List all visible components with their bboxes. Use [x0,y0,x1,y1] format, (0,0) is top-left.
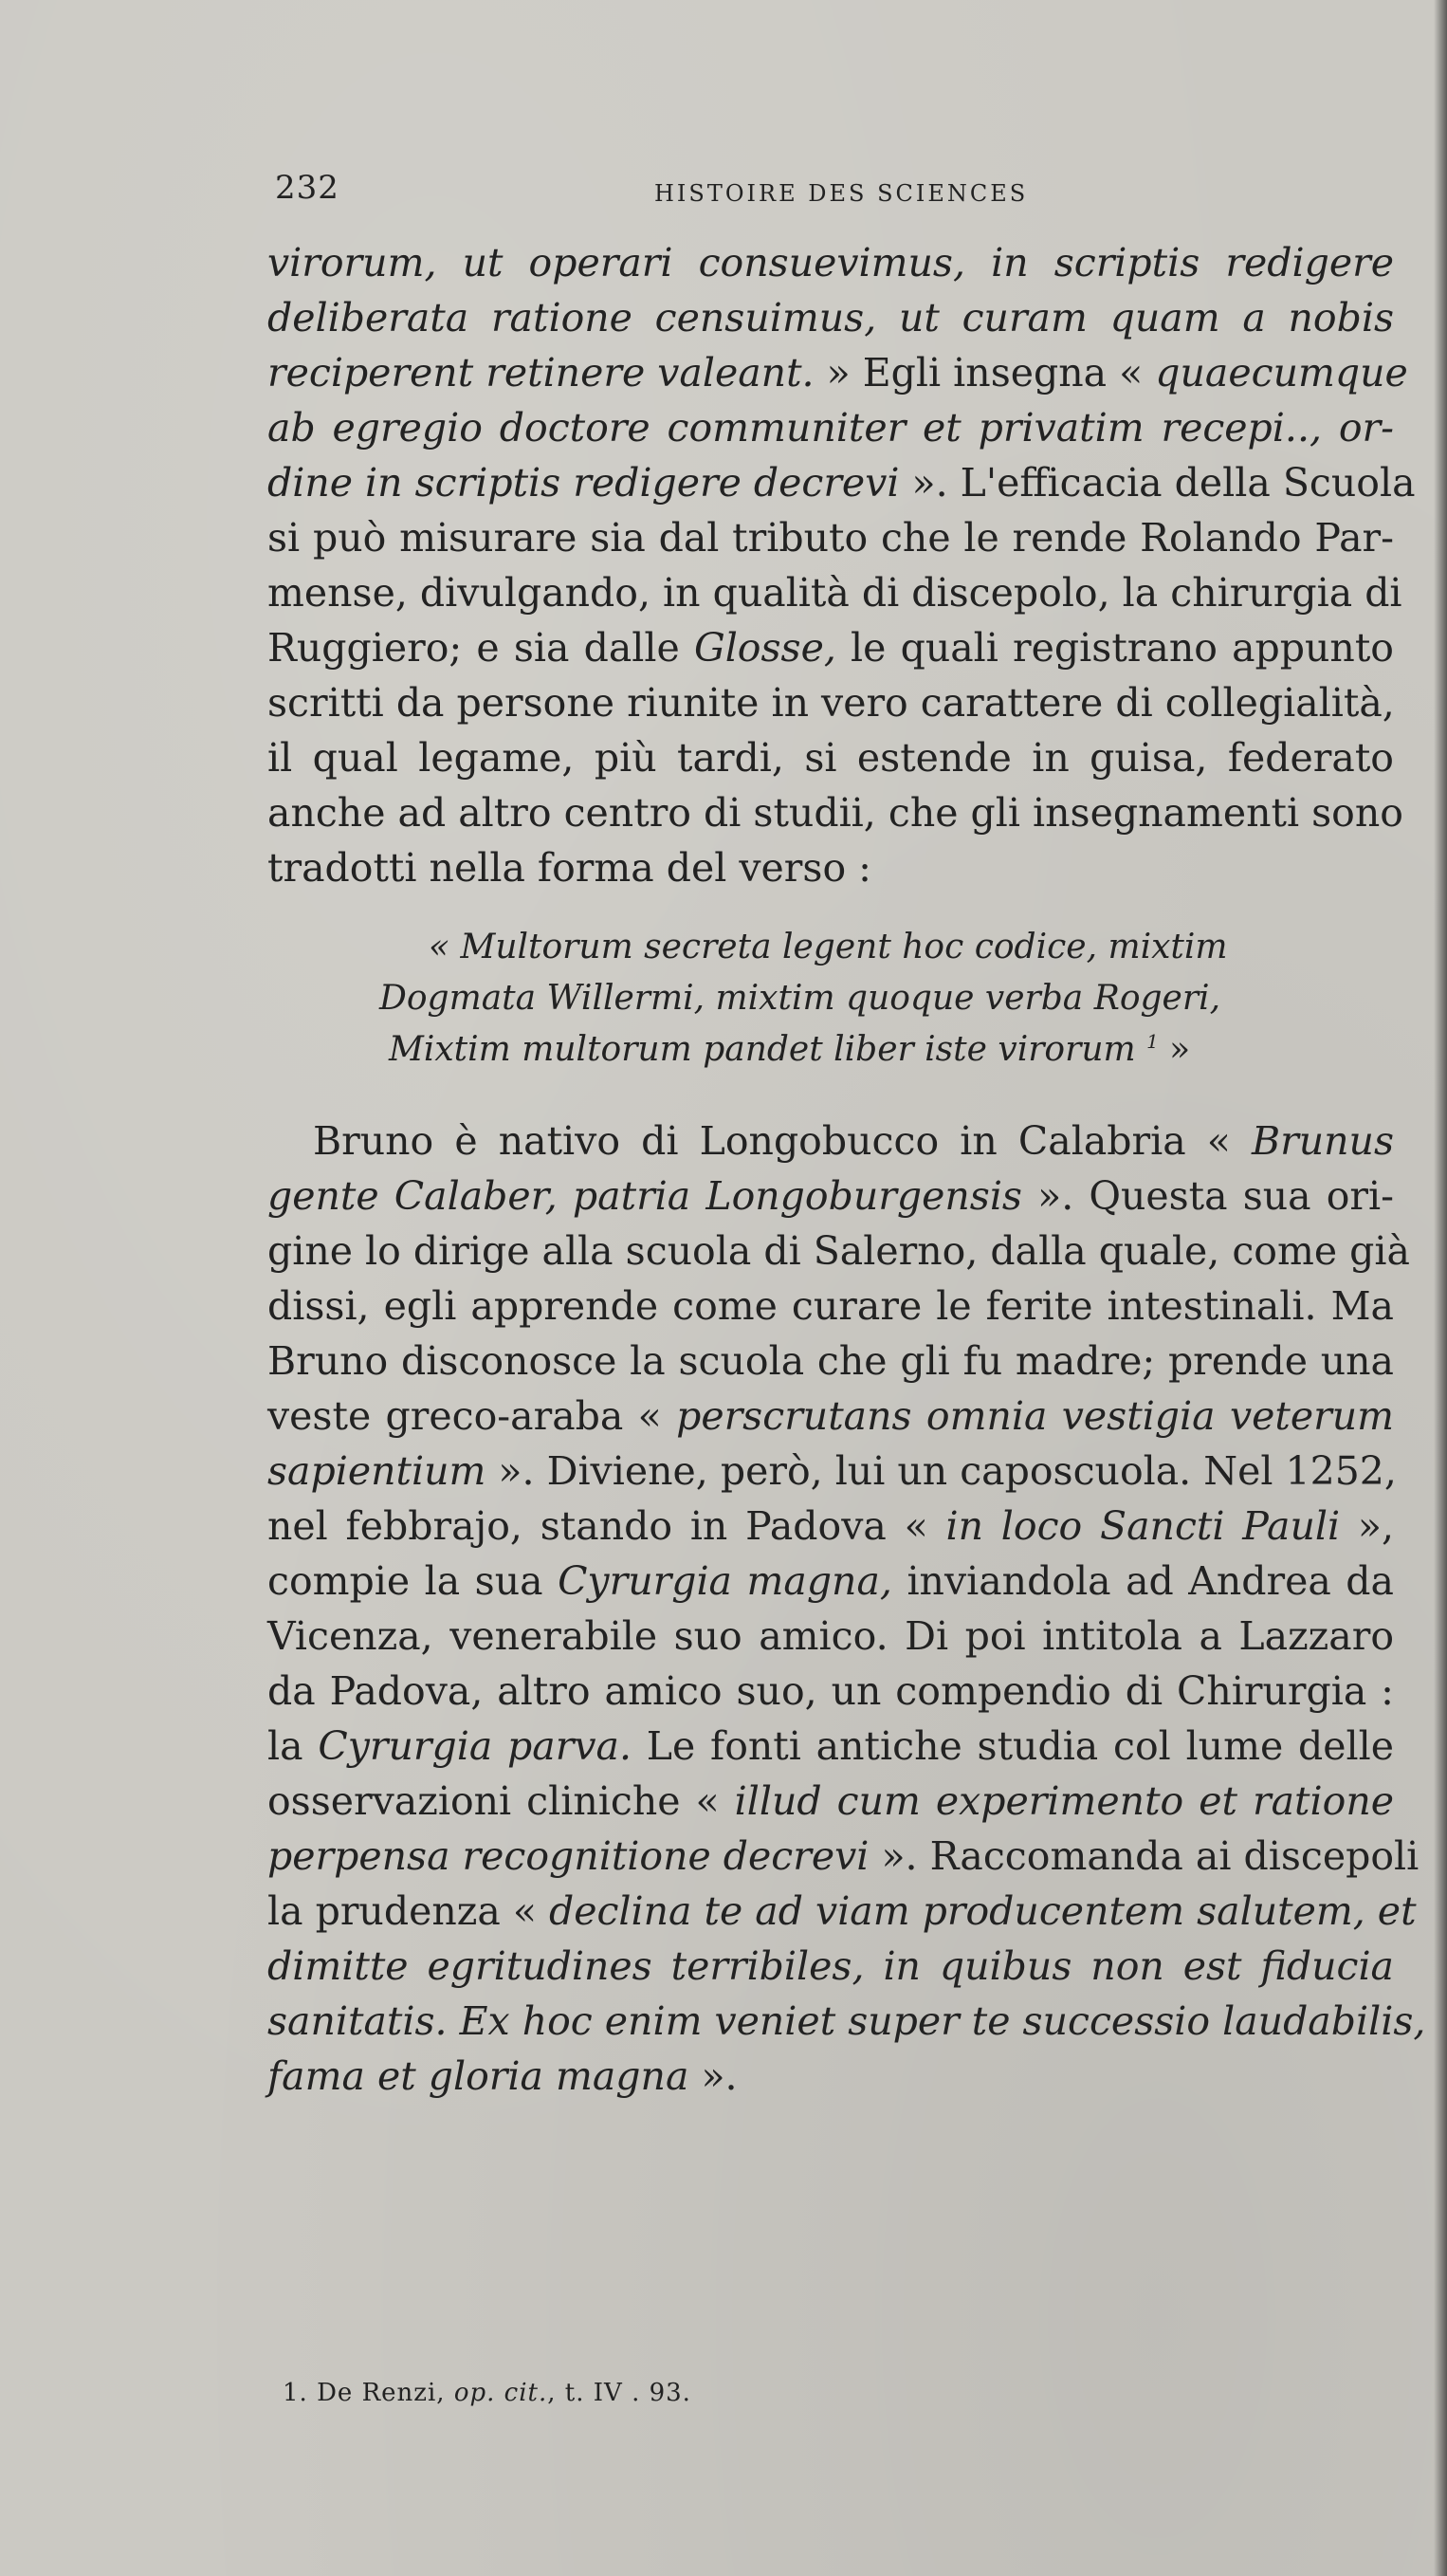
running-head [275,169,1394,214]
verse-quotation [267,922,1394,1076]
text-line: Vicenza, venerabile suo amico. Di poi intitola a Lazzaro [267,1613,1394,1659]
running-title: HISTOIRE DES SCIENCES [654,180,1029,207]
verse-line: Dogmata Willermi, mixtim quoque verba Rogeri, [379,979,1221,1018]
body-text [267,235,1426,2104]
text-line: sapientium ». Diviene, però, lui un caposcuola. Nel 1252, [267,1448,1397,1494]
page-number: 232 [275,169,339,207]
text-line: dimitte egritudines terribiles, in quibus non est fiducia [267,1943,1394,1989]
text-line: Ruggiero; e sia dalle Glosse, le quali registrano appunto [267,625,1394,671]
text-line: dine in scriptis redigere decrevi ». L'efficacia della Scuola [267,460,1416,506]
footnote-reference: 1 [1146,1031,1159,1053]
text-line: sanitatis. Ex hoc enim veniet super te successio laudabilis, [267,1998,1426,2044]
text-line: nel febbrajo, stando in Padova « in loco Sancti Pauli », [267,1503,1394,1549]
text-line: la prudenza « declina te ad viam producentem salutem, et [267,1888,1417,1934]
text-line: reciperent retinere valeant. » Egli insegna « quaecumque [267,350,1408,396]
text-line: deliberata ratione censuimus, ut curam quam a nobis [267,295,1394,340]
paragraph-2 [267,1113,1426,2104]
text-line: il qual legame, più tardi, si estende in guisa, federato [267,735,1394,781]
text-line: tradotti nella forma del verso : [267,845,871,891]
text-line: fama et gloria magna ». [267,2053,738,2099]
text-line: gine lo dirige alla scuola di Salerno, dalla quale, come già [267,1228,1410,1274]
footnote: 1. De Renzi, op. cit., t. IV . 93. [283,2379,691,2407]
text-line: mense, divulgando, in qualità di discepolo, la chirurgia di [267,570,1402,616]
text-line: da Padova, altro amico suo, un compendio di Chirurgia : [267,1668,1394,1714]
paragraph-1 [267,235,1416,895]
text-line: dissi, egli apprende come curare le ferite intestinali. Ma [267,1283,1394,1329]
text-line: compie la sua Cyrurgia magna, inviandola ad Andrea da [267,1558,1394,1604]
text-line: si può misurare sia dal tributo che le rende Rolando Par- [267,515,1394,561]
text-line: osservazioni cliniche « illud cum experimento et ratione [267,1778,1394,1824]
text-line: virorum, ut operari consuevimus, in scriptis redigere [267,240,1394,285]
text-line: scritti da persone riunite in vero carattere di collegialità, [267,680,1395,726]
spacer [267,1076,1394,1113]
text-line: gente Calaber, patria Longoburgensis ». Questa sua ori- [267,1173,1394,1219]
text-line: Bruno è nativo di Longobucco in Calabria « Brunus [313,1118,1394,1164]
text-line: ab egregio doctore communiter et privatim recepi.., or- [267,405,1394,451]
text-line: anche ad altro centro di studii, che gli insegnamenti sono [267,790,1403,836]
text-line: perpensa recognitione decrevi ». Raccomanda ai discepoli [267,1833,1420,1879]
verse-line: Mixtim multorum pandet liber iste virorum $^1$ » [389,1030,1191,1069]
text-line: veste greco-araba « perscrutans omnia vestigia veterum [267,1393,1394,1439]
verse-line: « Multorum secreta legent hoc codice, mixtim [429,928,1228,966]
page-edge-shadow [1434,0,1447,2576]
text-line: Bruno disconosce la scuola che gli fu madre; prende una [267,1338,1394,1384]
spacer [267,895,1394,922]
text-line: la Cyrurgia parva. Le fonti antiche studia col lume delle [267,1723,1394,1769]
